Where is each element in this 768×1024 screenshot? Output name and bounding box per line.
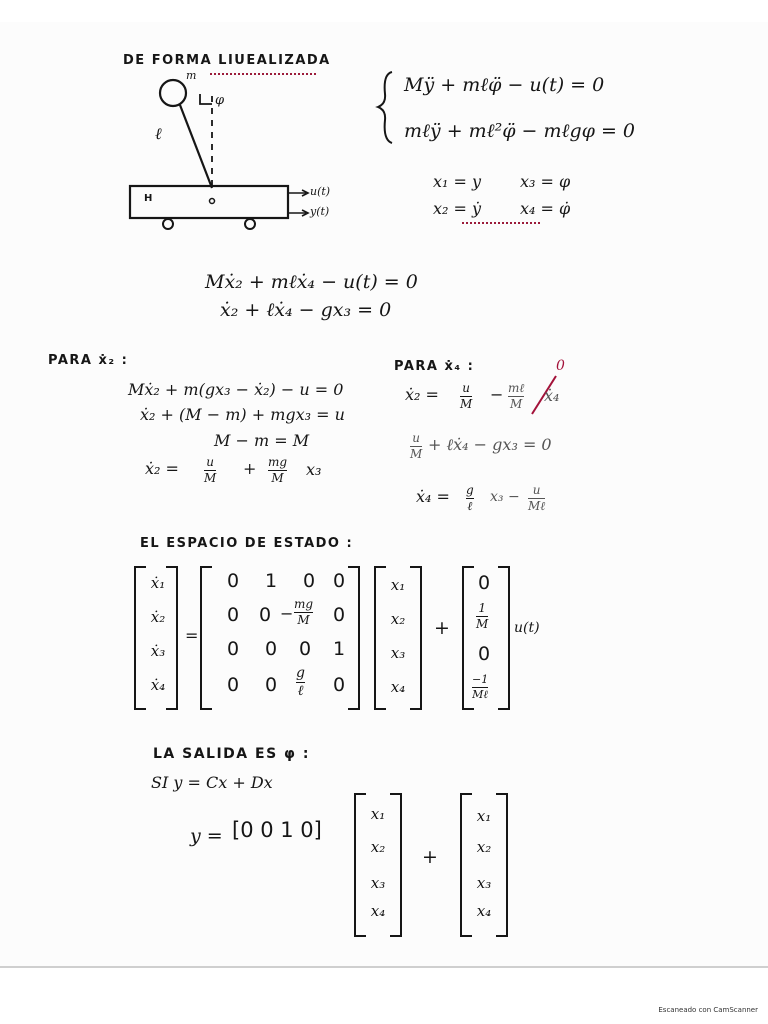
para-x2-lhs: ẋ₂ =	[145, 459, 179, 478]
A-24: 0	[332, 604, 346, 626]
output-C-row: [0 0 1 0]	[232, 818, 322, 842]
system-eq-2: mℓÿ + mℓ²φ̈ − mℓgφ = 0	[404, 120, 635, 142]
para-x2-plus: +	[243, 459, 257, 478]
para-x2-heading: PARA ẋ₂ :	[48, 353, 129, 368]
para-x4-line2: + ℓẋ₄ − gx₃ = 0	[428, 435, 552, 454]
para-x4-heading: PARA ẋ₄ :	[394, 359, 475, 374]
B-2-frac: 1 M	[476, 601, 489, 631]
A-21: 0	[226, 604, 240, 626]
out-x-3: x₃	[370, 874, 386, 892]
xdot-4: ẋ₄	[150, 676, 166, 694]
input-label: u(t)	[310, 185, 331, 198]
A-42: 0	[264, 674, 278, 696]
x-1: x₁	[390, 576, 406, 594]
para-x4-tail: ẋ₄	[544, 386, 560, 405]
state-x3: x₃ = φ	[520, 172, 571, 191]
A-43-frac: g ℓ	[296, 665, 305, 699]
state-x1: x₁ = y	[433, 172, 482, 191]
para-x2-line3: M − m = M	[214, 431, 310, 450]
B-3: 0	[477, 643, 491, 665]
xdot-3: ẋ₃	[150, 642, 166, 660]
angle-label: φ	[215, 93, 225, 108]
state-x2: x₂ = ẏ	[433, 199, 482, 218]
system-eq-1: Mÿ + mℓφ̈ − u(t) = 0	[404, 74, 605, 96]
output-label: y(t)	[310, 205, 330, 218]
state-eq-2: ẋ₂ + ℓẋ₄ − gx₃ = 0	[220, 299, 392, 321]
ss-input-u: u(t)	[514, 620, 540, 636]
out-x2-3: x₃	[476, 874, 492, 892]
A-31: 0	[226, 638, 240, 660]
para-x4-frac1: u M	[460, 381, 473, 411]
para-x2-frac2: mg M	[268, 455, 288, 485]
out-x-2: x₂	[370, 838, 386, 856]
B-4-frac: −1 Mℓ	[472, 673, 489, 701]
A-44: 0	[332, 674, 346, 696]
para-x4-l3-mid: x₃ −	[490, 489, 520, 505]
para-x2-frac1: u M	[204, 455, 217, 485]
ss-equals: =	[185, 626, 199, 645]
A-41: 0	[226, 674, 240, 696]
state-x4: x₄ = φ̇	[520, 199, 571, 218]
A-22: 0	[258, 604, 272, 626]
output-definition: SI y = Cx + Dx	[151, 773, 273, 792]
state-eq-1: Mẋ₂ + mℓẋ₄ − u(t) = 0	[205, 271, 418, 293]
red-zero-annotation: 0	[556, 358, 565, 374]
output-lhs: y =	[190, 825, 223, 847]
ss-plus: +	[434, 617, 450, 639]
A-33: 0	[298, 638, 312, 660]
out-x2-1: x₁	[476, 807, 492, 825]
para-x4-lhs: ẋ₂ =	[405, 385, 439, 404]
x-3: x₃	[390, 644, 406, 662]
A-23-sign: −	[280, 604, 294, 623]
camscanner-footer: Escaneado con CamScanner	[658, 1006, 758, 1014]
para-x4-l3-frac1: g ℓ	[466, 483, 474, 513]
output-plus: +	[422, 846, 438, 868]
title-salida: LA SALIDA ES φ :	[153, 746, 310, 762]
B-1: 0	[477, 572, 491, 594]
para-x4-frac2: mℓ M	[508, 381, 525, 411]
A-34: 1	[332, 638, 346, 660]
para-x2-tail: x₃	[306, 460, 322, 479]
out-x2-4: x₄	[476, 902, 492, 920]
A-11: 0	[226, 570, 240, 592]
A-bracket-left	[200, 566, 212, 710]
out-x-1: x₁	[370, 805, 386, 823]
A-14: 0	[332, 570, 346, 592]
mass-label: m	[186, 69, 197, 82]
A-32: 0	[264, 638, 278, 660]
x-2: x₂	[390, 610, 406, 628]
A-12: 1	[264, 570, 278, 592]
para-x2-line2: ẋ₂ + (M − m) + mgx₃ = u	[140, 405, 345, 424]
para-x4-l2-frac: u M	[410, 431, 423, 461]
A-13: 0	[302, 570, 316, 592]
cart-label: H	[144, 193, 153, 204]
para-x4-l3-frac2: u Mℓ	[528, 483, 546, 513]
xdot-2: ẋ₂	[150, 608, 166, 626]
xdot-1: ẋ₁	[150, 574, 166, 592]
para-x4-l3-lhs: ẋ₄ =	[416, 487, 450, 506]
title-espacio-estado: EL ESPACIO DE ESTADO :	[140, 536, 354, 551]
out-x2-2: x₂	[476, 838, 492, 856]
length-label: ℓ	[155, 124, 162, 143]
A-23-frac: mg M	[294, 597, 314, 627]
para-x2-line1: Mẋ₂ + m(gx₃ − ẋ₂) − u = 0	[128, 380, 344, 399]
title-linealizada: DE FORMA LIUEALIZADA	[123, 53, 331, 68]
out-x-4: x₄	[370, 902, 386, 920]
x-4: x₄	[390, 678, 406, 696]
para-x4-minus: −	[490, 385, 504, 404]
